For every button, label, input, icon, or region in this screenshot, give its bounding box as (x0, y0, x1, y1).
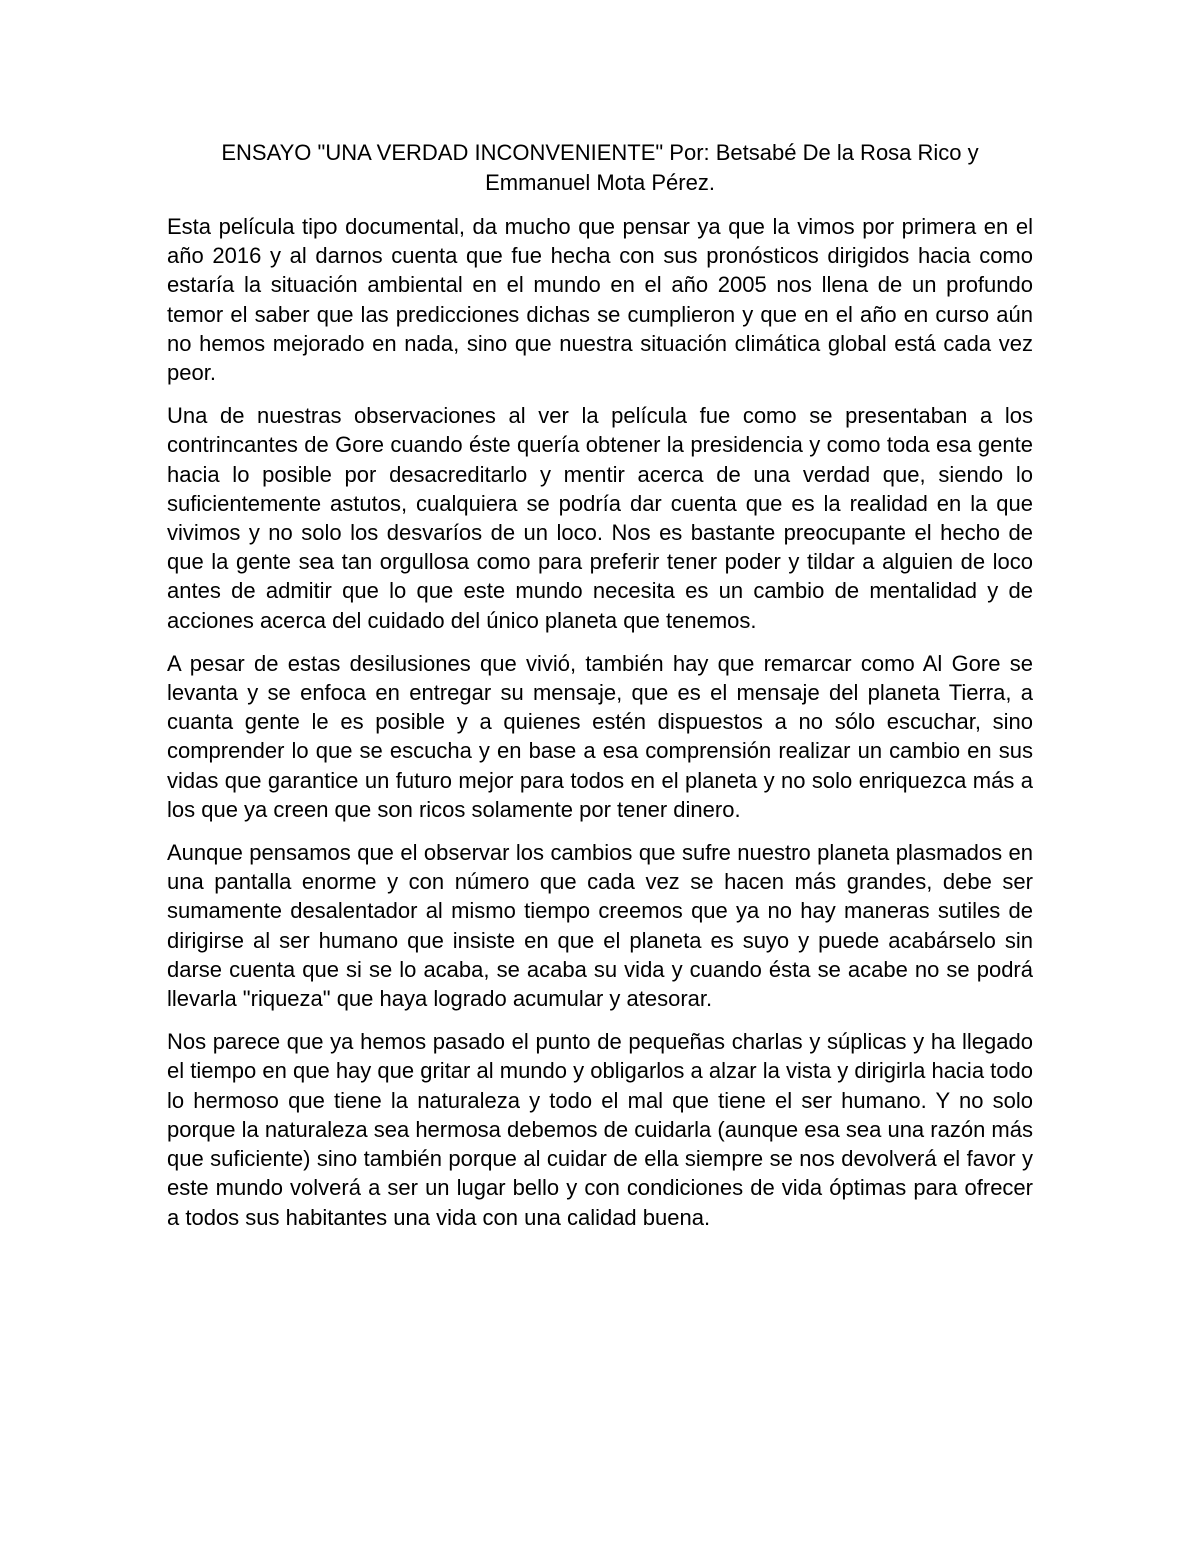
paragraph-2: Una de nuestras observaciones al ver la película fue como se presentaban a los contrincantes de Gore cuando éste quería obtener la presidencia y como toda esa gente hacia lo posible por desacreditarlo y mentir acerca de una verdad que, siendo lo suficientemente astutos, cualquiera se podría dar cuenta que es la realidad en la que vivimos y no solo los desvaríos de un loco. Nos es bastante preocupante el hecho de que la gente sea tan orgullosa como para preferir tener poder y tildar a alguien de loco antes de admitir que lo que este mundo necesita es un cambio de mentalidad y de acciones acerca del cuidado del único planeta que tenemos. (167, 403, 1033, 633)
document-title: ENSAYO "UNA VERDAD INCONVENIENTE" Por: Betsabé De la Rosa Rico y Emmanuel Mota Pérez. (221, 140, 979, 195)
paragraph-5: Nos parece que ya hemos pasado el punto de pequeñas charlas y súplicas y ha llegado el tiempo en que hay que gritar al mundo y obligarlos a alzar la vista y dirigirla hacia todo lo hermoso que tiene la naturaleza y todo el mal que tiene el ser humano. Y no solo porque la naturaleza sea hermosa debemos de cuidarla (aunque esa sea una razón más que suficiente) sino también porque al cuidar de ella siempre se nos devolverá el favor y este mundo volverá a ser un lugar bello y con condiciones de vida óptimas para ofrecer a todos sus habitantes una vida con una calidad buena. (167, 1029, 1033, 1230)
paragraph-4: Aunque pensamos que el observar los cambios que sufre nuestro planeta plasmados en una pantalla enorme y con número que cada vez se hacen más grandes, debe ser sumamente desalentador al mismo tiempo creemos que ya no hay maneras sutiles de dirigirse al ser humano que insiste en que el planeta es suyo y puede acabárselo sin darse cuenta que si se lo acaba, se acaba su vida y cuando ésta se acabe no se podrá llevarla "riqueza" que haya logrado acumular y atesorar. (167, 840, 1033, 1012)
paragraph-3: A pesar de estas desilusiones que vivió, también hay que remarcar como Al Gore se levanta y se enfoca en entregar su mensaje, que es el mensaje del planeta Tierra, a cuanta gente le es posible y a quienes estén dispuestos a no sólo escuchar, sino comprender lo que se escucha y en base a esa comprensión realizar un cambio en sus vidas que garantice un futuro mejor para todos en el planeta y no solo enriquezca más a los que ya creen que son ricos solamente por tener dinero. (167, 650, 1033, 822)
paragraph-1: Esta película tipo documental, da mucho que pensar ya que la vimos por primera en el año 2016 y al darnos cuenta que fue hecha con sus pronósticos dirigidos hacia como estaría la situación ambiental en el mundo en el año 2005 nos llena de un profundo temor el saber que las predicciones dichas se cumplieron y que en el año en curso aún no hemos mejorado en nada, sino que nuestra situación climática global está cada vez peor. (167, 214, 1033, 386)
document-content (167, 138, 1033, 1246)
